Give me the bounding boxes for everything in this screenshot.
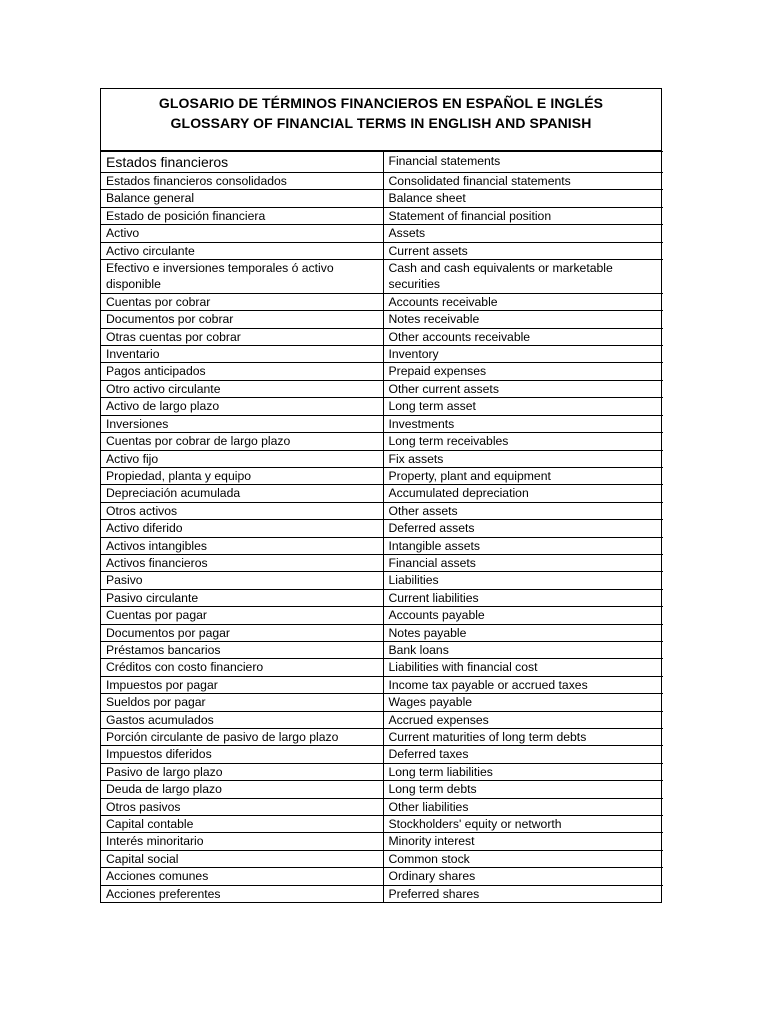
term-english: Wages payable xyxy=(383,694,663,711)
term-spanish: Deuda de largo plazo xyxy=(101,781,383,798)
term-spanish: Gastos acumulados xyxy=(101,711,383,728)
table-row xyxy=(101,467,663,484)
table-row xyxy=(101,190,663,207)
term-spanish: Pasivo xyxy=(101,572,383,589)
term-spanish: Activo circulante xyxy=(101,242,383,259)
term-spanish: Capital social xyxy=(101,850,383,867)
term-spanish: Cuentas por pagar xyxy=(101,607,383,624)
term-spanish: Pagos anticipados xyxy=(101,363,383,380)
table-row xyxy=(101,589,663,606)
table-row xyxy=(101,433,663,450)
term-english: Property, plant and equipment xyxy=(383,467,663,484)
term-spanish: Activo de largo plazo xyxy=(101,398,383,415)
table-row xyxy=(101,520,663,537)
term-english: Current liabilities xyxy=(383,589,663,606)
table-row xyxy=(101,380,663,397)
table-row xyxy=(101,328,663,345)
term-english: Preferred shares xyxy=(383,885,663,902)
table-row xyxy=(101,624,663,641)
term-english: Income tax payable or accrued taxes xyxy=(383,676,663,693)
term-english: Inventory xyxy=(383,346,663,363)
section-header-spanish: Estados financieros xyxy=(101,152,383,173)
term-spanish: Interés minoritario xyxy=(101,833,383,850)
term-spanish: Estados financieros consolidados xyxy=(101,173,383,190)
table-row xyxy=(101,711,663,728)
term-spanish: Sueldos por pagar xyxy=(101,694,383,711)
table-row xyxy=(101,885,663,902)
term-english: Notes payable xyxy=(383,624,663,641)
glossary-document xyxy=(100,88,662,903)
title-spanish: GLOSARIO DE TÉRMINOS FINANCIEROS EN ESPAÑOL E INGLÉS xyxy=(158,95,604,111)
term-english: Notes receivable xyxy=(383,311,663,328)
term-spanish: Cuentas por cobrar de largo plazo xyxy=(101,433,383,450)
term-spanish: Acciones comunes xyxy=(101,868,383,885)
table-row xyxy=(101,729,663,746)
table-row xyxy=(101,554,663,571)
term-english: Prepaid expenses xyxy=(383,363,663,380)
table-row xyxy=(101,850,663,867)
table-row xyxy=(101,659,663,676)
term-english: Other assets xyxy=(383,502,663,519)
table-row xyxy=(101,293,663,310)
term-spanish: Impuestos diferidos xyxy=(101,746,383,763)
term-english: Common stock xyxy=(383,850,663,867)
term-english: Accounts receivable xyxy=(383,293,663,310)
table-row xyxy=(101,173,663,190)
glossary-header xyxy=(101,89,661,151)
term-spanish: Activo diferido xyxy=(101,520,383,537)
term-english: Long term liabilities xyxy=(383,763,663,780)
term-spanish: Créditos con costo financiero xyxy=(101,659,383,676)
table-row xyxy=(101,450,663,467)
term-english: Other liabilities xyxy=(383,798,663,815)
term-spanish: Pasivo de largo plazo xyxy=(101,763,383,780)
term-spanish: Inventario xyxy=(101,346,383,363)
section-header-english: Financial statements xyxy=(383,152,663,173)
term-english: Other accounts receivable xyxy=(383,328,663,345)
term-english: Consolidated financial statements xyxy=(383,173,663,190)
term-spanish: Efectivo e inversiones temporales ó activo disponible xyxy=(101,260,383,294)
term-english: Current assets xyxy=(383,242,663,259)
section-header-row xyxy=(101,152,663,173)
term-english: Stockholders' equity or networth xyxy=(383,816,663,833)
term-english: Fix assets xyxy=(383,450,663,467)
term-spanish: Balance general xyxy=(101,190,383,207)
table-row xyxy=(101,415,663,432)
term-spanish: Otro activo circulante xyxy=(101,380,383,397)
term-spanish: Otros pasivos xyxy=(101,798,383,815)
term-spanish: Activos financieros xyxy=(101,554,383,571)
term-spanish: Estado de posición financiera xyxy=(101,207,383,224)
term-english: Long term debts xyxy=(383,781,663,798)
term-english: Cash and cash equivalents or marketable securities xyxy=(383,260,663,294)
term-spanish: Acciones preferentes xyxy=(101,885,383,902)
term-english: Liabilities with financial cost xyxy=(383,659,663,676)
term-english: Financial assets xyxy=(383,554,663,571)
term-english: Minority interest xyxy=(383,833,663,850)
term-english: Deferred taxes xyxy=(383,746,663,763)
term-spanish: Propiedad, planta y equipo xyxy=(101,467,383,484)
term-spanish: Préstamos bancarios xyxy=(101,641,383,658)
term-english: Balance sheet xyxy=(383,190,663,207)
table-row xyxy=(101,676,663,693)
table-row xyxy=(101,816,663,833)
term-spanish: Depreciación acumulada xyxy=(101,485,383,502)
term-spanish: Activo xyxy=(101,225,383,242)
term-english: Accrued expenses xyxy=(383,711,663,728)
term-english: Assets xyxy=(383,225,663,242)
glossary-table xyxy=(101,151,663,902)
table-row xyxy=(101,641,663,658)
term-spanish: Cuentas por cobrar xyxy=(101,293,383,310)
term-english: Ordinary shares xyxy=(383,868,663,885)
table-row xyxy=(101,833,663,850)
term-english: Long term asset xyxy=(383,398,663,415)
term-english: Current maturities of long term debts xyxy=(383,729,663,746)
table-row xyxy=(101,763,663,780)
table-row xyxy=(101,363,663,380)
term-english: Accumulated depreciation xyxy=(383,485,663,502)
term-spanish: Impuestos por pagar xyxy=(101,676,383,693)
table-row xyxy=(101,346,663,363)
term-spanish: Activos intangibles xyxy=(101,537,383,554)
table-row xyxy=(101,798,663,815)
table-row xyxy=(101,868,663,885)
term-spanish: Documentos por pagar xyxy=(101,624,383,641)
table-row xyxy=(101,485,663,502)
term-english: Accounts payable xyxy=(383,607,663,624)
term-spanish: Inversiones xyxy=(101,415,383,432)
term-english: Statement of financial position xyxy=(383,207,663,224)
term-spanish: Otros activos xyxy=(101,502,383,519)
table-row xyxy=(101,607,663,624)
title-english: GLOSSARY OF FINANCIAL TERMS IN ENGLISH AND SPANISH xyxy=(170,115,592,131)
term-spanish: Pasivo circulante xyxy=(101,589,383,606)
table-row xyxy=(101,537,663,554)
table-row xyxy=(101,242,663,259)
table-row xyxy=(101,781,663,798)
table-row xyxy=(101,311,663,328)
term-spanish: Documentos por cobrar xyxy=(101,311,383,328)
table-row xyxy=(101,207,663,224)
term-spanish: Capital contable xyxy=(101,816,383,833)
term-english: Investments xyxy=(383,415,663,432)
term-spanish: Otras cuentas por cobrar xyxy=(101,328,383,345)
term-english: Long term receivables xyxy=(383,433,663,450)
glossary-table-body xyxy=(101,152,663,903)
term-english: Bank loans xyxy=(383,641,663,658)
term-spanish: Porción circulante de pasivo de largo plazo xyxy=(101,729,383,746)
term-english: Intangible assets xyxy=(383,537,663,554)
table-row xyxy=(101,502,663,519)
table-row xyxy=(101,398,663,415)
term-english: Liabilities xyxy=(383,572,663,589)
table-row xyxy=(101,746,663,763)
table-row xyxy=(101,225,663,242)
table-row xyxy=(101,260,663,294)
term-english: Other current assets xyxy=(383,380,663,397)
term-spanish: Activo fijo xyxy=(101,450,383,467)
term-english: Deferred assets xyxy=(383,520,663,537)
table-row xyxy=(101,694,663,711)
table-row xyxy=(101,572,663,589)
